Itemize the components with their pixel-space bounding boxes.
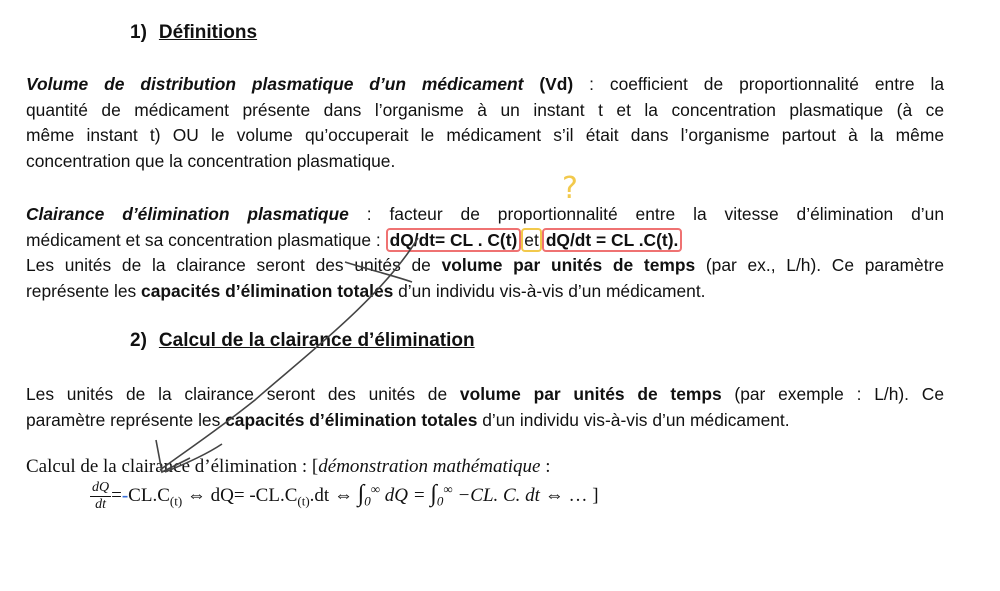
- calc-intro-text: Calcul de la clairance d’élimination : [: [26, 456, 319, 477]
- vd-definition-paragraph: [26, 72, 944, 174]
- vd-line-1: [26, 72, 944, 98]
- section-2-number: 2): [130, 330, 147, 351]
- vd-line-4: concentration que la concentration plasmatique.: [26, 150, 396, 171]
- integral-sign-2: ∫: [430, 480, 437, 507]
- units-line-1-bold: volume par unités de temps: [459, 384, 722, 404]
- fraction-denominator: dt: [95, 497, 106, 512]
- cl-term: Clairance d’élimination plasmatique: [26, 204, 349, 224]
- cl-line-4-bold: capacités d’élimination totales: [141, 280, 394, 301]
- cl-line-3-bold: volume par unités de temps: [441, 255, 696, 276]
- integral-1-lower: 0: [364, 493, 371, 509]
- integral-1-upper: ∞: [370, 481, 381, 497]
- cl-line-3: [26, 253, 944, 279]
- calc-intro-post: :: [540, 456, 551, 477]
- question-mark-annotation: ?: [562, 171, 578, 206]
- units-paragraph: [26, 382, 944, 433]
- cl-line-2-text: médicament et sa concentration plasmatique :: [26, 229, 386, 250]
- eq2-subscript: (t): [297, 493, 310, 509]
- cl-line-1: [26, 202, 944, 228]
- equation-line: [90, 480, 599, 513]
- calc-intro-italic: démonstration mathématique: [318, 456, 541, 477]
- integral-2-body: −CL. C. dt: [452, 484, 540, 506]
- fraction-numerator: dQ: [92, 480, 110, 495]
- units-line-2-post: d’un individu vis-à-vis d’un médicament.: [477, 409, 790, 430]
- vd-line-1-rest: : coefficient de proportionnalité entre la: [573, 74, 944, 94]
- cl-line-2: [26, 228, 944, 254]
- equivalence-1: ⇔: [182, 484, 211, 506]
- section-1-number: 1): [130, 22, 147, 43]
- derivative-fraction: [90, 480, 111, 513]
- section-2-title: Calcul de la clairance d’élimination: [158, 330, 475, 351]
- equivalence-2: ⇔: [329, 484, 358, 506]
- eq2-expression: dQ= -CL.C: [210, 484, 298, 506]
- section-1-title: Définitions: [158, 22, 258, 43]
- units-line-2-bold: capacités d’élimination totales: [225, 409, 478, 430]
- units-line-1: [26, 382, 944, 408]
- cl-line-4-post: d’un individu vis-à-vis d’un médicament.: [393, 280, 706, 301]
- eq2-tail: .dt: [309, 484, 330, 506]
- formula-a-highlight: dQ/dt= CL . C(t): [386, 228, 522, 252]
- integral-2-upper: ∞: [443, 481, 453, 497]
- cl-line-3-text: Les unités de la clairance seront des unités de: [26, 255, 442, 276]
- integral-sign-1: ∫: [357, 480, 365, 507]
- et-highlight: et: [521, 228, 542, 252]
- vd-line-2: quantité de médicament présente dans l’organisme à un instant t et la concentration plasmatique (à ce: [26, 99, 944, 120]
- vd-term: Volume de distribution plasmatique d’un médicament: [26, 74, 524, 94]
- cl-line-4-text: représente les: [26, 280, 142, 301]
- equals-sign: =: [111, 484, 122, 506]
- cl-line-3-post: (par ex., L/h). Ce paramètre: [695, 255, 945, 276]
- units-line-2-text: paramètre représente les: [26, 409, 226, 430]
- units-line-1-text: Les unités de la clairance seront des unités de: [26, 384, 460, 404]
- calc-intro: [26, 456, 550, 478]
- units-line-2: [26, 408, 944, 434]
- cl-line-4: [26, 279, 944, 305]
- units-line-1-post: (par exemple : L/h). Ce: [721, 384, 944, 404]
- added-minus-sign: -: [121, 484, 129, 506]
- eq1-subscript: (t): [169, 493, 183, 509]
- formula-b-highlight: dQ/dt = CL .C(t).: [542, 228, 683, 252]
- section-2-heading: [130, 330, 475, 352]
- integral-1-body: dQ =: [380, 484, 431, 506]
- integral-2-lower: 0: [436, 493, 444, 509]
- section-1-heading: [130, 22, 257, 44]
- cl-definition-paragraph: [26, 202, 944, 304]
- ellipsis-close: … ]: [568, 484, 599, 506]
- vd-abbreviation: (Vd): [523, 74, 574, 94]
- cl-line-1-rest: : facteur de proportionnalité entre la vitesse d’élimination d’un: [348, 204, 944, 224]
- vd-line-3: même instant t) OU le volume qu’occuperait le médicament s’il était dans l’organisme partout à la même: [26, 125, 944, 146]
- eq1-expression: CL.C: [128, 484, 170, 506]
- equivalence-3: ⇔: [539, 484, 569, 506]
